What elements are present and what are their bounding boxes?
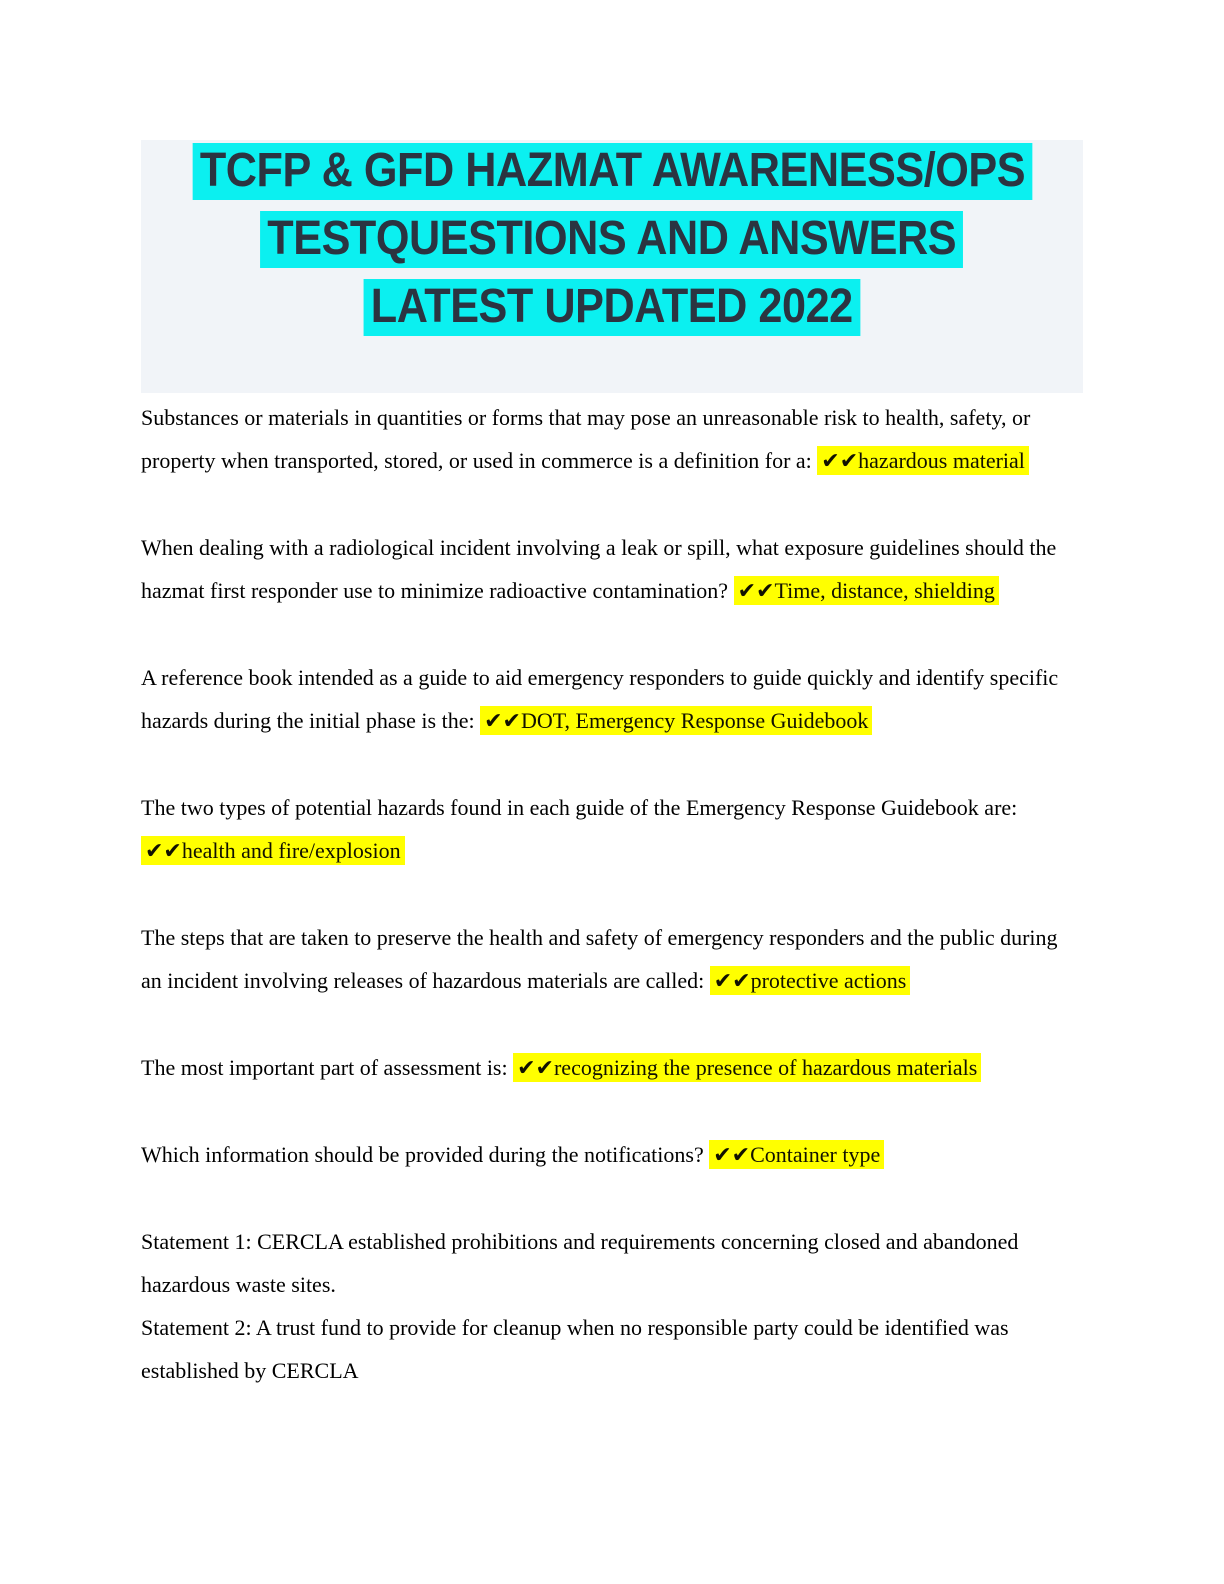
- qa-paragraph: [141, 916, 1083, 1002]
- question-text: When dealing with a radiological incident involving a leak or spill, what exposure guidelines should the hazmat first responder use to minimize radioactive contamination?: [141, 535, 1057, 603]
- answer-highlight: ✔✔health and fire/explosion: [141, 836, 405, 865]
- qa-paragraph: [141, 1220, 1083, 1392]
- document-title-part-1: TCFP & GFD HAZMAT AWARENESS/OPS: [192, 143, 1032, 200]
- answer-highlight: ✔✔Container type: [709, 1140, 884, 1169]
- question-text: The two types of potential hazards found in each guide of the Emergency Response Guidebook are:: [141, 795, 1018, 820]
- document-content: [141, 140, 1083, 1392]
- qa-list: [141, 393, 1083, 1392]
- answer-highlight: ✔✔recognizing the presence of hazardous materials: [513, 1053, 981, 1082]
- qa-paragraph: [141, 1046, 1083, 1089]
- document-title-part-3: LATEST UPDATED 2022: [364, 279, 860, 336]
- qa-paragraph: [141, 656, 1083, 742]
- document-title-part-2: TESTQUESTIONS AND ANSWERS: [260, 211, 963, 268]
- qa-paragraph: [141, 1133, 1083, 1176]
- question-text: A reference book intended as a guide to aid emergency responders to guide quickly and identify specific hazards during the initial phase is the:: [141, 665, 1059, 733]
- qa-paragraph: [141, 526, 1083, 612]
- question-text: Statement 1: CERCLA established prohibitions and requirements concerning closed and abandoned hazardous waste sites.: [141, 1229, 1019, 1297]
- qa-paragraph: [141, 396, 1083, 482]
- title-line: [141, 211, 1083, 279]
- answer-highlight: ✔✔protective actions: [710, 966, 911, 995]
- question-text-statement-2: Statement 2: A trust fund to provide for cleanup when no responsible party could be identified was established by CERCLA: [141, 1315, 1009, 1383]
- answer-highlight: ✔✔Time, distance, shielding: [734, 576, 999, 605]
- title-block: [141, 140, 1083, 393]
- question-text: Substances or materials in quantities or forms that may pose an unreasonable risk to health, safety, or property when transported, stored, or used in commerce is a definition for a:: [141, 405, 1031, 473]
- title-line: [141, 279, 1083, 347]
- answer-highlight: ✔✔DOT, Emergency Response Guidebook: [480, 706, 872, 735]
- title-line: [141, 143, 1083, 211]
- qa-paragraph: [141, 786, 1083, 872]
- question-text: The most important part of assessment is:: [141, 1055, 514, 1080]
- question-text: Which information should be provided during the notifications?: [141, 1142, 710, 1167]
- question-text: The steps that are taken to preserve the health and safety of emergency responders and the public during an incident involving releases of hazardous materials are called:: [141, 925, 1058, 993]
- answer-highlight: ✔✔hazardous material: [817, 446, 1029, 475]
